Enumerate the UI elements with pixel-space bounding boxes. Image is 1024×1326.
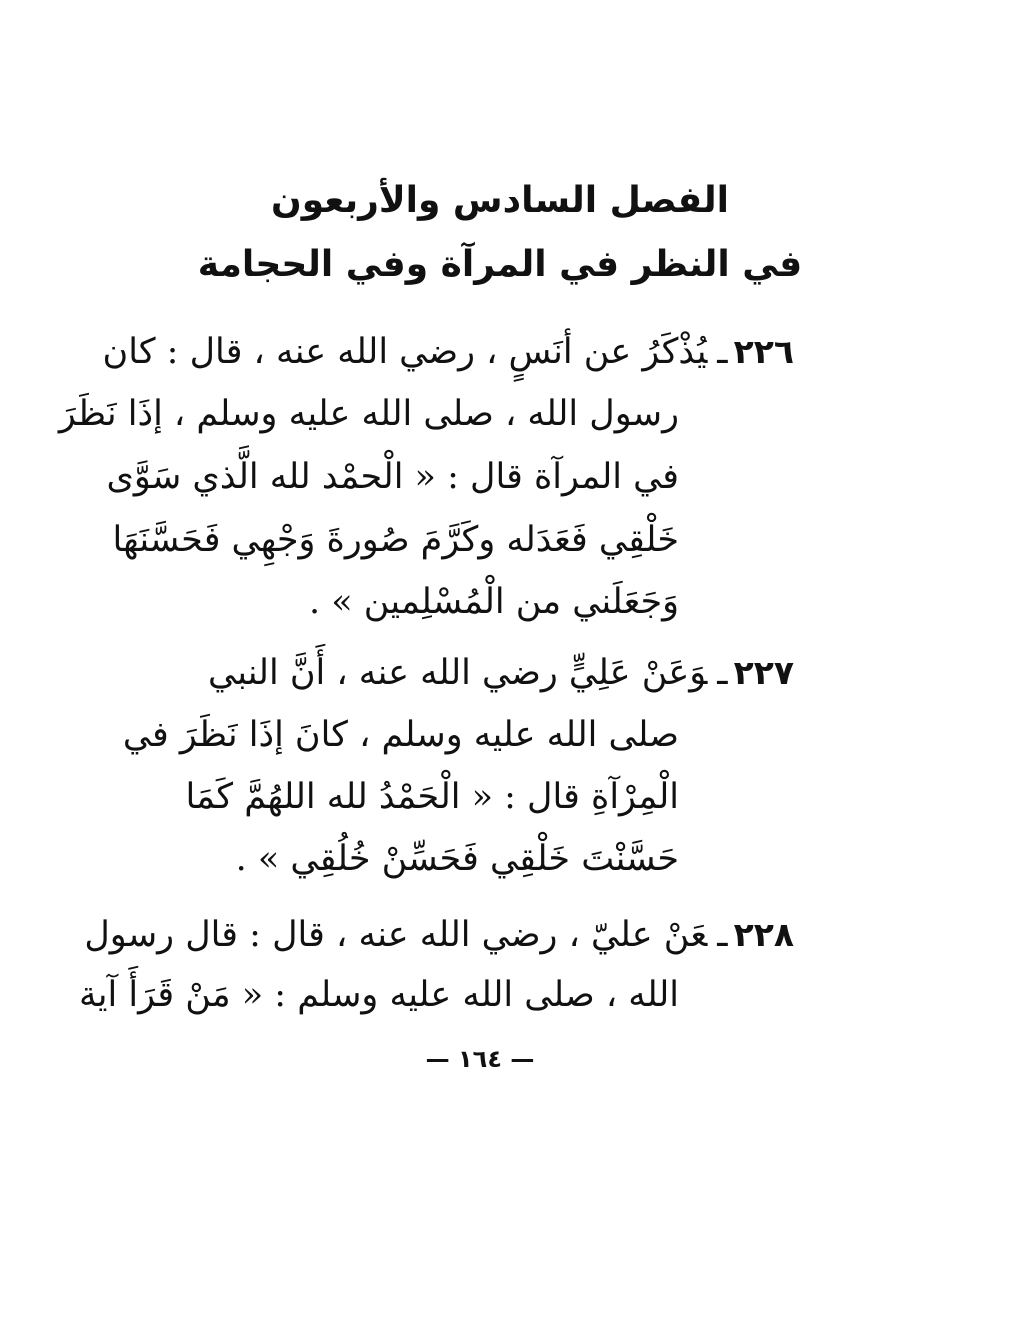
hadith-227-line-4: حَسَّنْتَ خَلْقِي فَحَسِّنْ خُلُقِي » . bbox=[235, 839, 679, 879]
hadith-226-line-5: وَجَعَلَني من الْمُسْلِمين » . bbox=[308, 582, 679, 622]
hadith-226-line-3: في المرآة قال : « الْحمْد لله الَّذي سَوَّى bbox=[106, 457, 679, 497]
hadith-227-line-2: صلى الله عليه وسلم ، كانَ إذَا نَظَرَ في bbox=[122, 715, 679, 755]
hadith-226-line-2: رسول الله ، صلى الله عليه وسلم ، إذَا نَظَرَ bbox=[58, 394, 679, 434]
hadith-dash: ـ bbox=[717, 653, 728, 693]
hadith-text: وَعَنْ عَلِيٍّ رضي الله عنه ، أَنَّ النبي bbox=[208, 653, 708, 693]
hadith-number: ٢٢٧ bbox=[733, 653, 794, 692]
hadith-dash: ـ bbox=[717, 915, 728, 955]
hadith-228-line-2: الله ، صلى الله عليه وسلم : « مَنْ قَرَأَ آية bbox=[78, 975, 679, 1015]
hadith-number: ٢٢٦ bbox=[733, 332, 794, 371]
hadith-228-line-1 bbox=[84, 915, 794, 955]
hadith-227-line-1 bbox=[208, 653, 794, 693]
chapter-subtitle: في النظر في المرآة وفي الحجامة bbox=[197, 244, 803, 285]
chapter-title: الفصل السادس والأربعون bbox=[271, 180, 729, 221]
hadith-226-line-1 bbox=[102, 332, 794, 372]
hadith-number: ٢٢٨ bbox=[733, 915, 794, 954]
hadith-dash: ـ bbox=[717, 332, 728, 372]
hadith-text: عَنْ عليّ ، رضي الله عنه ، قال : قال رسول bbox=[84, 915, 708, 955]
hadith-text: يُذْكَرُ عن أنَسٍ ، رضي الله عنه ، قال : كان bbox=[102, 332, 708, 372]
hadith-227-line-3: الْمِرْآةِ قال : « الْحَمْدُ لله اللهُمَّ كَمَا bbox=[185, 777, 679, 817]
hadith-226-line-4: خَلْقِي فَعَدَله وكَرَّمَ صُورةَ وَجْهِي فَحَسَّنَهَا bbox=[112, 520, 679, 560]
page-number: — ١٦٤ — bbox=[425, 1045, 535, 1073]
